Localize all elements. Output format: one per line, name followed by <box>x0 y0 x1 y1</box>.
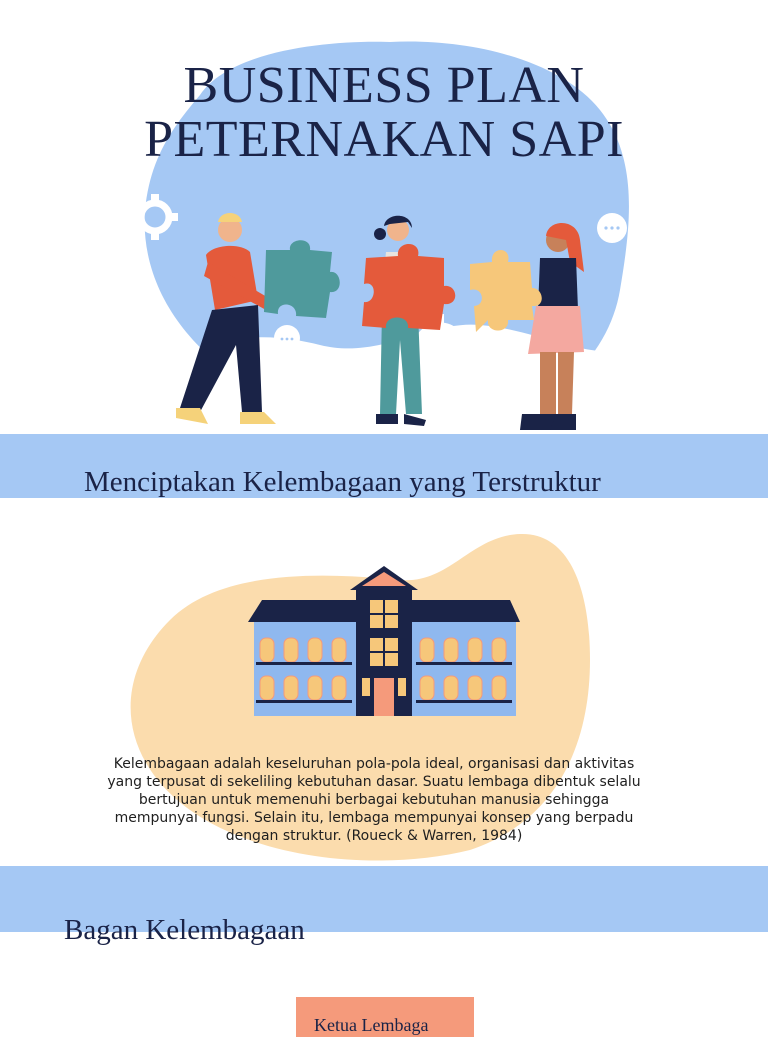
paragraph-line: mempunyai fungsi. Selain itu, lembaga mempunyai konsep yang berpadu <box>114 810 634 826</box>
org-chart-top-label: Ketua Lembaga <box>314 1015 429 1035</box>
paragraph-line: Kelembagaan adalah keseluruhan pola-pola ideal, organisasi dan aktivitas <box>113 756 635 772</box>
paragraph-line: dengan struktur. (Roueck & Warren, 1984) <box>225 828 523 844</box>
section-heading-kelembagaan: Menciptakan Kelembagaan yang Terstruktur <box>84 466 601 498</box>
cover-title-line-1: BUSINESS PLAN <box>183 57 585 114</box>
org-chart-top-box <box>296 997 474 1037</box>
paragraph-line: bertujuan untuk memenuhi berbagai kebutuhan manusia sehingga <box>138 792 610 808</box>
section-heading-bagan: Bagan Kelembagaan <box>64 914 305 946</box>
cover-title-line-2: PETERNAKAN SAPI <box>144 111 624 168</box>
paragraph-definition <box>100 755 648 845</box>
paragraph-line: yang terpusat di sekeliling kebutuhan dasar. Suatu lembaga dibentuk selalu <box>107 774 641 790</box>
